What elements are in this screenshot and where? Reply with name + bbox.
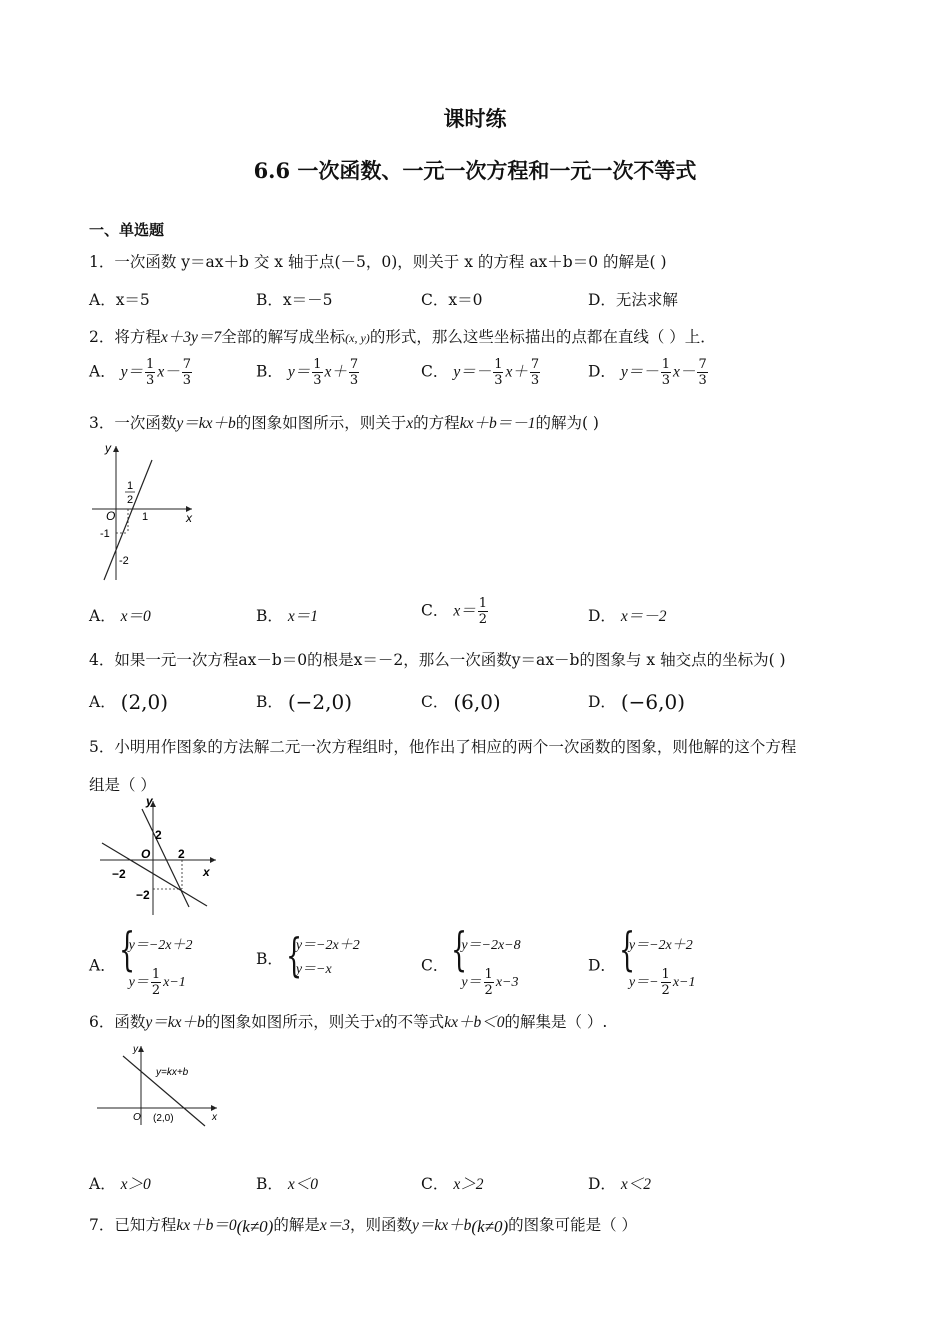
fraction: $\frac{1}{3}$ [494, 357, 503, 388]
option-label: C． [421, 362, 449, 381]
page-subtitle: 6.6 一次函数、一元一次方程和一元一次不等式 [253, 158, 697, 183]
option-label: D． [588, 362, 616, 381]
q4-option-b[interactable]: B． (−2,0) [256, 690, 352, 714]
y-label: y [105, 441, 111, 455]
q4-option-d[interactable]: D． (−6,0) [588, 690, 686, 714]
q7-equation: kx＋b＝0 [176, 1217, 237, 1234]
tick-1: 1 [142, 511, 149, 523]
q2-equation: x＋3y＝7 [160, 329, 222, 346]
q1-option-a[interactable]: A．x＝5 [89, 291, 150, 309]
svg-text:2: 2 [178, 847, 185, 861]
question-5-line-2: 组是（ ） [89, 776, 156, 794]
q4-option-c[interactable]: C． (6,0) [421, 690, 501, 714]
half-den: 2 [127, 494, 134, 506]
fraction: $\frac{7}{3}$ [698, 357, 707, 388]
q5-option-d[interactable]: D． { y＝−2x＋2 y＝− $\frac{1}{2}$ x−1 [588, 928, 696, 1001]
q3-mid2: 的方程 [413, 414, 460, 432]
q6-graph [95, 1040, 225, 1130]
q2-pre: 2．将方程 [89, 328, 161, 346]
page-title: 课时练 [443, 106, 507, 131]
q3-equation-2: kx＋b＝－1 [459, 415, 536, 432]
q2-post: 的形式，那么这些坐标描出的点都在直线（ ）上． [369, 328, 716, 346]
q3-option-d[interactable]: D． x＝－2 [588, 607, 667, 625]
q1-option-c[interactable]: C．x＝0 [421, 291, 483, 309]
svg-text:−2: −2 [136, 888, 150, 902]
option-lhs: y＝ [120, 363, 144, 381]
equation-system: { y＝−2x−8 y＝ $\frac{1}{2}$ x−3 [451, 922, 521, 998]
q3-option-a[interactable]: A． x＝0 [89, 607, 151, 625]
svg-text:x: x [212, 1112, 217, 1123]
q3-var: x [406, 415, 414, 432]
q6-option-c[interactable]: C． x＞2 [421, 1175, 484, 1193]
option-mid: x＋ [324, 363, 347, 381]
question-6: 6．函数y＝kx＋b的图象如图所示，则关于x的不等式kx＋b＜0的解集是（ ）. [89, 1013, 608, 1031]
fraction: $\frac{1}{3}$ [661, 357, 671, 388]
fraction: $\frac{7}{3}$ [349, 357, 359, 388]
q2-mid: 全部的解写成坐标 [221, 328, 346, 346]
equation-system: { y＝−2x＋2 y＝− $\frac{1}{2}$ x−1 [618, 922, 696, 998]
tick-neg1: -1 [100, 528, 110, 540]
tick-neg2: -2 [119, 555, 129, 567]
question-1: 1．一次函数 y＝ax＋b 交 x 轴于点(－5，0)，则关于 x 的方程 ax＋b＝0 的解是( ) [89, 253, 667, 271]
svg-text:−2: −2 [112, 867, 126, 881]
q6-equation: y＝kx＋b [145, 1014, 205, 1031]
q3-equation: y＝kx＋b [176, 415, 236, 432]
option-lhs: y＝－ [453, 363, 492, 381]
svg-text:x: x [203, 865, 210, 879]
q4-function: y＝ax－b [511, 651, 580, 669]
q6-option-d[interactable]: D． x＜2 [588, 1175, 652, 1193]
q2-option-d[interactable] [588, 357, 710, 388]
fraction: $\frac{7}{3}$ [182, 357, 191, 388]
q5-option-b[interactable]: B． { y＝−2x＋2 y＝−x [256, 928, 360, 982]
q4-option-a[interactable]: A． (2,0) [89, 690, 169, 714]
q2-coord: (x, y) [345, 331, 370, 345]
svg-text:O: O [141, 847, 151, 861]
equation-system: { y＝−2x＋2 y＝ $\frac{1}{2}$ x−1 [118, 922, 193, 998]
svg-text:y=kx+b: y=kx+b [156, 1067, 189, 1078]
origin-label: O [106, 509, 116, 523]
option-mid: x－ [157, 363, 180, 381]
question-5-line-1: 5．小明用作图象的方法解二元一次方程组时，他作出了相应的两个一次函数的图象，则他解的这个方程 [89, 738, 797, 756]
fraction: $\frac{7}{3}$ [530, 357, 540, 388]
q2-option-b[interactable] [256, 357, 361, 388]
q6-option-b[interactable]: B． x＜0 [256, 1175, 318, 1193]
y-axis-arrow [113, 446, 119, 452]
fraction: $\frac{1}{2}$ [478, 596, 487, 627]
option-mid: x－ [673, 363, 696, 381]
option-lhs: y＝－ [620, 363, 659, 381]
half-num: 1 [127, 480, 134, 492]
equation-system: { y＝−2x＋2 y＝−x [285, 928, 360, 982]
q6-option-a[interactable]: A． x＞0 [89, 1175, 151, 1193]
q2-option-c[interactable] [421, 357, 542, 388]
q3-post: 的解为( ) [535, 414, 599, 432]
svg-text:y: y [133, 1044, 138, 1055]
option-mid: x＋ [505, 363, 528, 381]
svg-text:y: y [146, 795, 153, 808]
question-2 [89, 325, 716, 347]
fraction: $\frac{1}{3}$ [146, 357, 155, 388]
option-label: A． [89, 362, 116, 381]
q3-mid: 的图象如图所示，则关于 [235, 414, 407, 432]
q6-inequality: kx＋b＜0 [444, 1014, 505, 1031]
svg-text:O: O [133, 1112, 141, 1123]
q4-root: x＝－2 [353, 651, 404, 669]
option-label: B． [256, 362, 283, 381]
q5-option-c[interactable]: C． { y＝−2x−8 y＝ $\frac{1}{2}$ x−3 [421, 928, 521, 1001]
q5-option-a[interactable]: A． { y＝−2x＋2 y＝ $\frac{1}{2}$ x−1 [89, 928, 193, 1001]
q3-graph [88, 440, 198, 585]
question-3 [89, 411, 599, 433]
svg-text:(2,0): (2,0) [153, 1113, 174, 1124]
fraction: $\frac{1}{3}$ [313, 357, 322, 388]
section-heading: 一、单选题 [89, 221, 165, 239]
q3-pre: 3．一次函数 [89, 414, 177, 432]
q4-equation: ax－b＝0 [238, 651, 308, 669]
q5-graph [96, 795, 221, 920]
q3-option-b[interactable]: B． x＝1 [256, 607, 318, 625]
q3-option-c[interactable]: C． x＝ $\frac{1}{2}$ [421, 596, 487, 627]
option-lhs: y＝ [287, 363, 311, 381]
q2-option-a[interactable] [89, 357, 194, 388]
svg-text:2: 2 [155, 828, 162, 842]
q1-option-d[interactable]: D．无法求解 [588, 291, 678, 309]
q1-option-b[interactable]: B．x＝－5 [256, 291, 333, 309]
x-label: x [186, 511, 192, 525]
question-4: 4．如果一元一次方程ax－b＝0的根是x＝－2，那么一次函数y＝ax－b的图象与 x 轴交点的坐标为( ) [89, 651, 786, 669]
question-7: 7．已知方程kx＋b＝0(k≠0)的解是x＝3，则函数y＝kx＋b(k≠0)的图象可能是（ ） [89, 1216, 638, 1236]
